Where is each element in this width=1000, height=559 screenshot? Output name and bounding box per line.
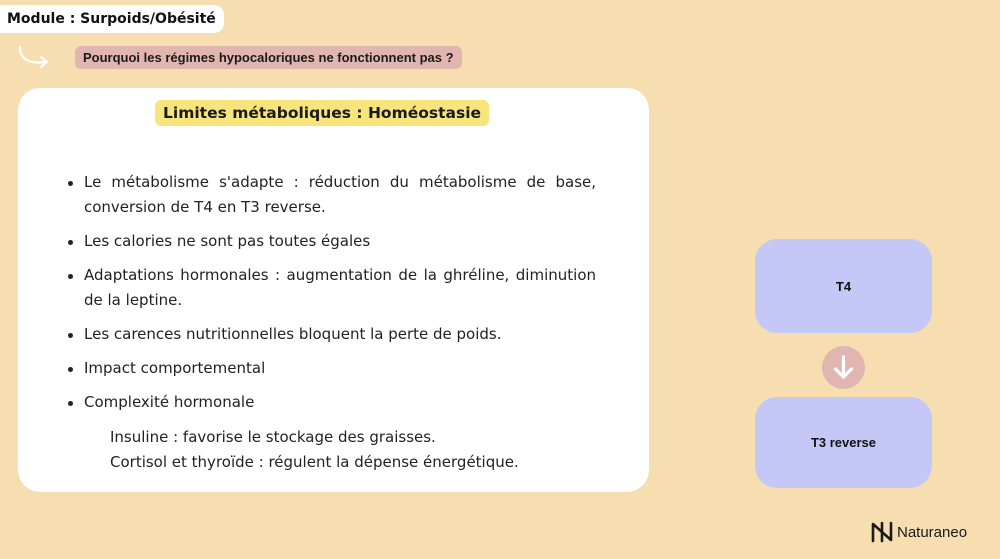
t3-reverse-label: T3 reverse (810, 435, 877, 450)
point-text: Le métabolisme s'adapte : réduction du métabolisme de base, conversion de T4 en T3 reverse. (84, 173, 596, 216)
list-item (68, 229, 596, 254)
card-title: Limites métaboliques : Homéostasie (155, 100, 489, 126)
bullet-icon (68, 333, 73, 338)
bullet-icon (68, 181, 73, 186)
point-text: Les carences nutritionnelles bloquent la perte de poids. (84, 325, 502, 343)
question-banner: Pourquoi les régimes hypocaloriques ne fonctionnent pas ? (75, 46, 462, 69)
point-text: Impact comportemental (84, 359, 266, 377)
list-item (68, 356, 596, 381)
bullet-icon (68, 274, 73, 279)
brand-name: Naturaneo (897, 523, 968, 541)
t4-box (755, 239, 932, 333)
point-text: Complexité hormonale (84, 393, 255, 411)
module-label: Module : Surpoids/Obésité (0, 5, 224, 33)
t3-reverse-box (755, 397, 932, 488)
bullet-icon (68, 240, 73, 245)
points-list (68, 170, 596, 424)
sub-points-list (110, 425, 519, 475)
naturaneo-logo-icon (870, 519, 894, 545)
list-item (68, 322, 596, 347)
content-card (18, 88, 649, 492)
list-item (68, 390, 596, 415)
brand (870, 519, 967, 545)
point-text: Adaptations hormonales : augmentation de la ghréline, diminution de la leptine. (84, 266, 596, 309)
sub-point: Cortisol et thyroïde : régulent la dépense énergétique. (110, 453, 519, 471)
list-item (68, 170, 596, 220)
list-item (68, 263, 596, 313)
curved-arrow-icon (16, 44, 56, 70)
bullet-icon (68, 367, 73, 372)
down-arrow-icon (822, 346, 865, 389)
sub-point: Insuline : favorise le stockage des graisses. (110, 428, 436, 446)
bullet-icon (68, 401, 73, 406)
point-text: Les calories ne sont pas toutes égales (84, 232, 371, 250)
t4-label: T4 (835, 278, 852, 294)
